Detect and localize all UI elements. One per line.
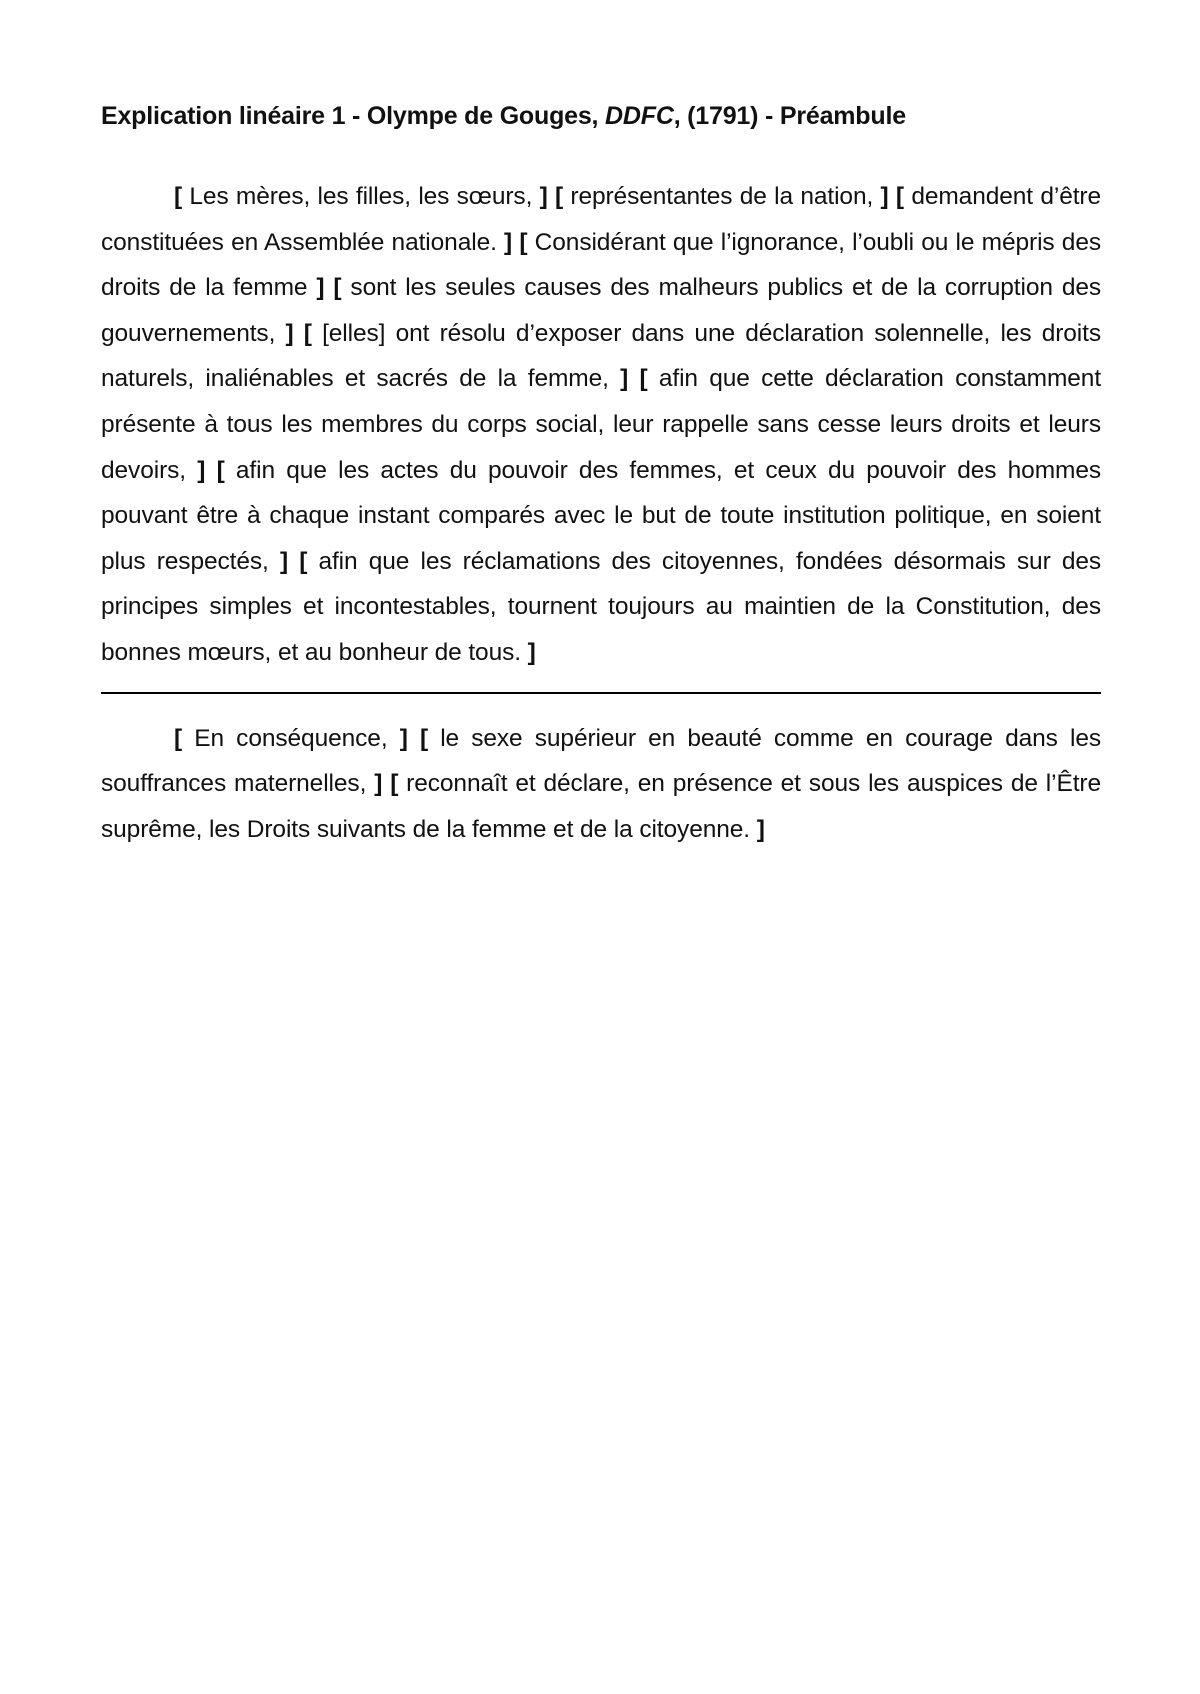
segment-open-bracket: [ [216, 456, 236, 484]
segment-open-bracket: [ [299, 547, 319, 575]
segment-text: Les mères, les filles, les sœurs, [189, 183, 540, 210]
segment-open-bracket: [ [519, 228, 535, 256]
segment-open-bracket: [ [174, 183, 190, 210]
title-part-1: Explication linéaire 1 - Olympe de Gouges, [101, 102, 606, 130]
segment-close-bracket: ] [620, 365, 640, 393]
segment-close-bracket: ] [374, 770, 391, 798]
document-title [101, 96, 1101, 136]
title-italic-acronym: DDFC [605, 102, 674, 130]
segment-close-bracket: ] [756, 815, 765, 843]
segment-close-bracket: ] [279, 547, 300, 575]
segment-text: afin que les réclamations des citoyennes, fondées désormais sur des principes simples et incontestables, tournent toujours au maintien de la Constitution, des bonnes mœurs, et au bonheur de tous. [101, 547, 1102, 666]
segment-close-bracket: ] [880, 183, 896, 210]
paragraph-preamble-part-2 [101, 716, 1101, 853]
segment-open-bracket: [ [639, 365, 659, 393]
segment-text: reconnaît et déclare, en présence et sous les auspices de l’Être suprême, les Droits suivants de la femme et de la citoyenne. [101, 770, 1102, 843]
segment-close-bracket: ] [285, 319, 304, 347]
segment-open-bracket: [ [895, 183, 912, 210]
document-page [101, 96, 1101, 852]
title-part-2: , (1791) - Préambule [673, 102, 906, 130]
segment-open-bracket: [ [419, 724, 441, 752]
segment-text: sont les seules causes des malheurs publics et de la corruption des gouvernements, [101, 274, 1102, 347]
segment-text: Considérant que l’ignorance, l’oubli ou le mépris des droits de la femme [101, 228, 1102, 302]
segment-close-bracket: ] [527, 638, 536, 666]
segment-close-bracket: ] [539, 183, 555, 210]
segment-open-bracket: [ [333, 274, 351, 302]
segment-text: [elles] ont résolu d’exposer dans une déclaration solennelle, les droits naturels, inaliénables et sacrés de la femme, [101, 319, 1102, 393]
segment-open-bracket: [ [174, 724, 195, 752]
segment-text: En conséquence, [194, 724, 400, 752]
segment-text: demandent d’être constituées en Assemblée nationale. [101, 183, 1102, 256]
segment-text: afin que les actes du pouvoir des femmes, et ceux du pouvoir des hommes pouvant être à chaque instant comparés avec le but de toute institution politique, en soient plus respectés, [101, 456, 1102, 575]
segment-close-bracket: ] [316, 274, 334, 302]
segment-text: le sexe supérieur en beauté comme en courage dans les souffrances maternelles, [101, 724, 1102, 798]
segment-open-bracket: [ [390, 770, 407, 798]
paragraph-preamble-part-1 [101, 174, 1101, 676]
segment-close-bracket: ] [197, 456, 217, 484]
segment-text: représentantes de la nation, [570, 183, 881, 210]
segment-open-bracket: [ [303, 319, 323, 347]
segment-close-bracket: ] [399, 724, 420, 752]
segment-close-bracket: ] [504, 228, 520, 256]
section-divider [101, 692, 1101, 694]
segment-open-bracket: [ [555, 183, 571, 210]
segment-text: afin que cette déclaration constamment présente à tous les membres du corps social, leur rappelle sans cesse leurs droits et leurs devoirs, [101, 365, 1102, 484]
